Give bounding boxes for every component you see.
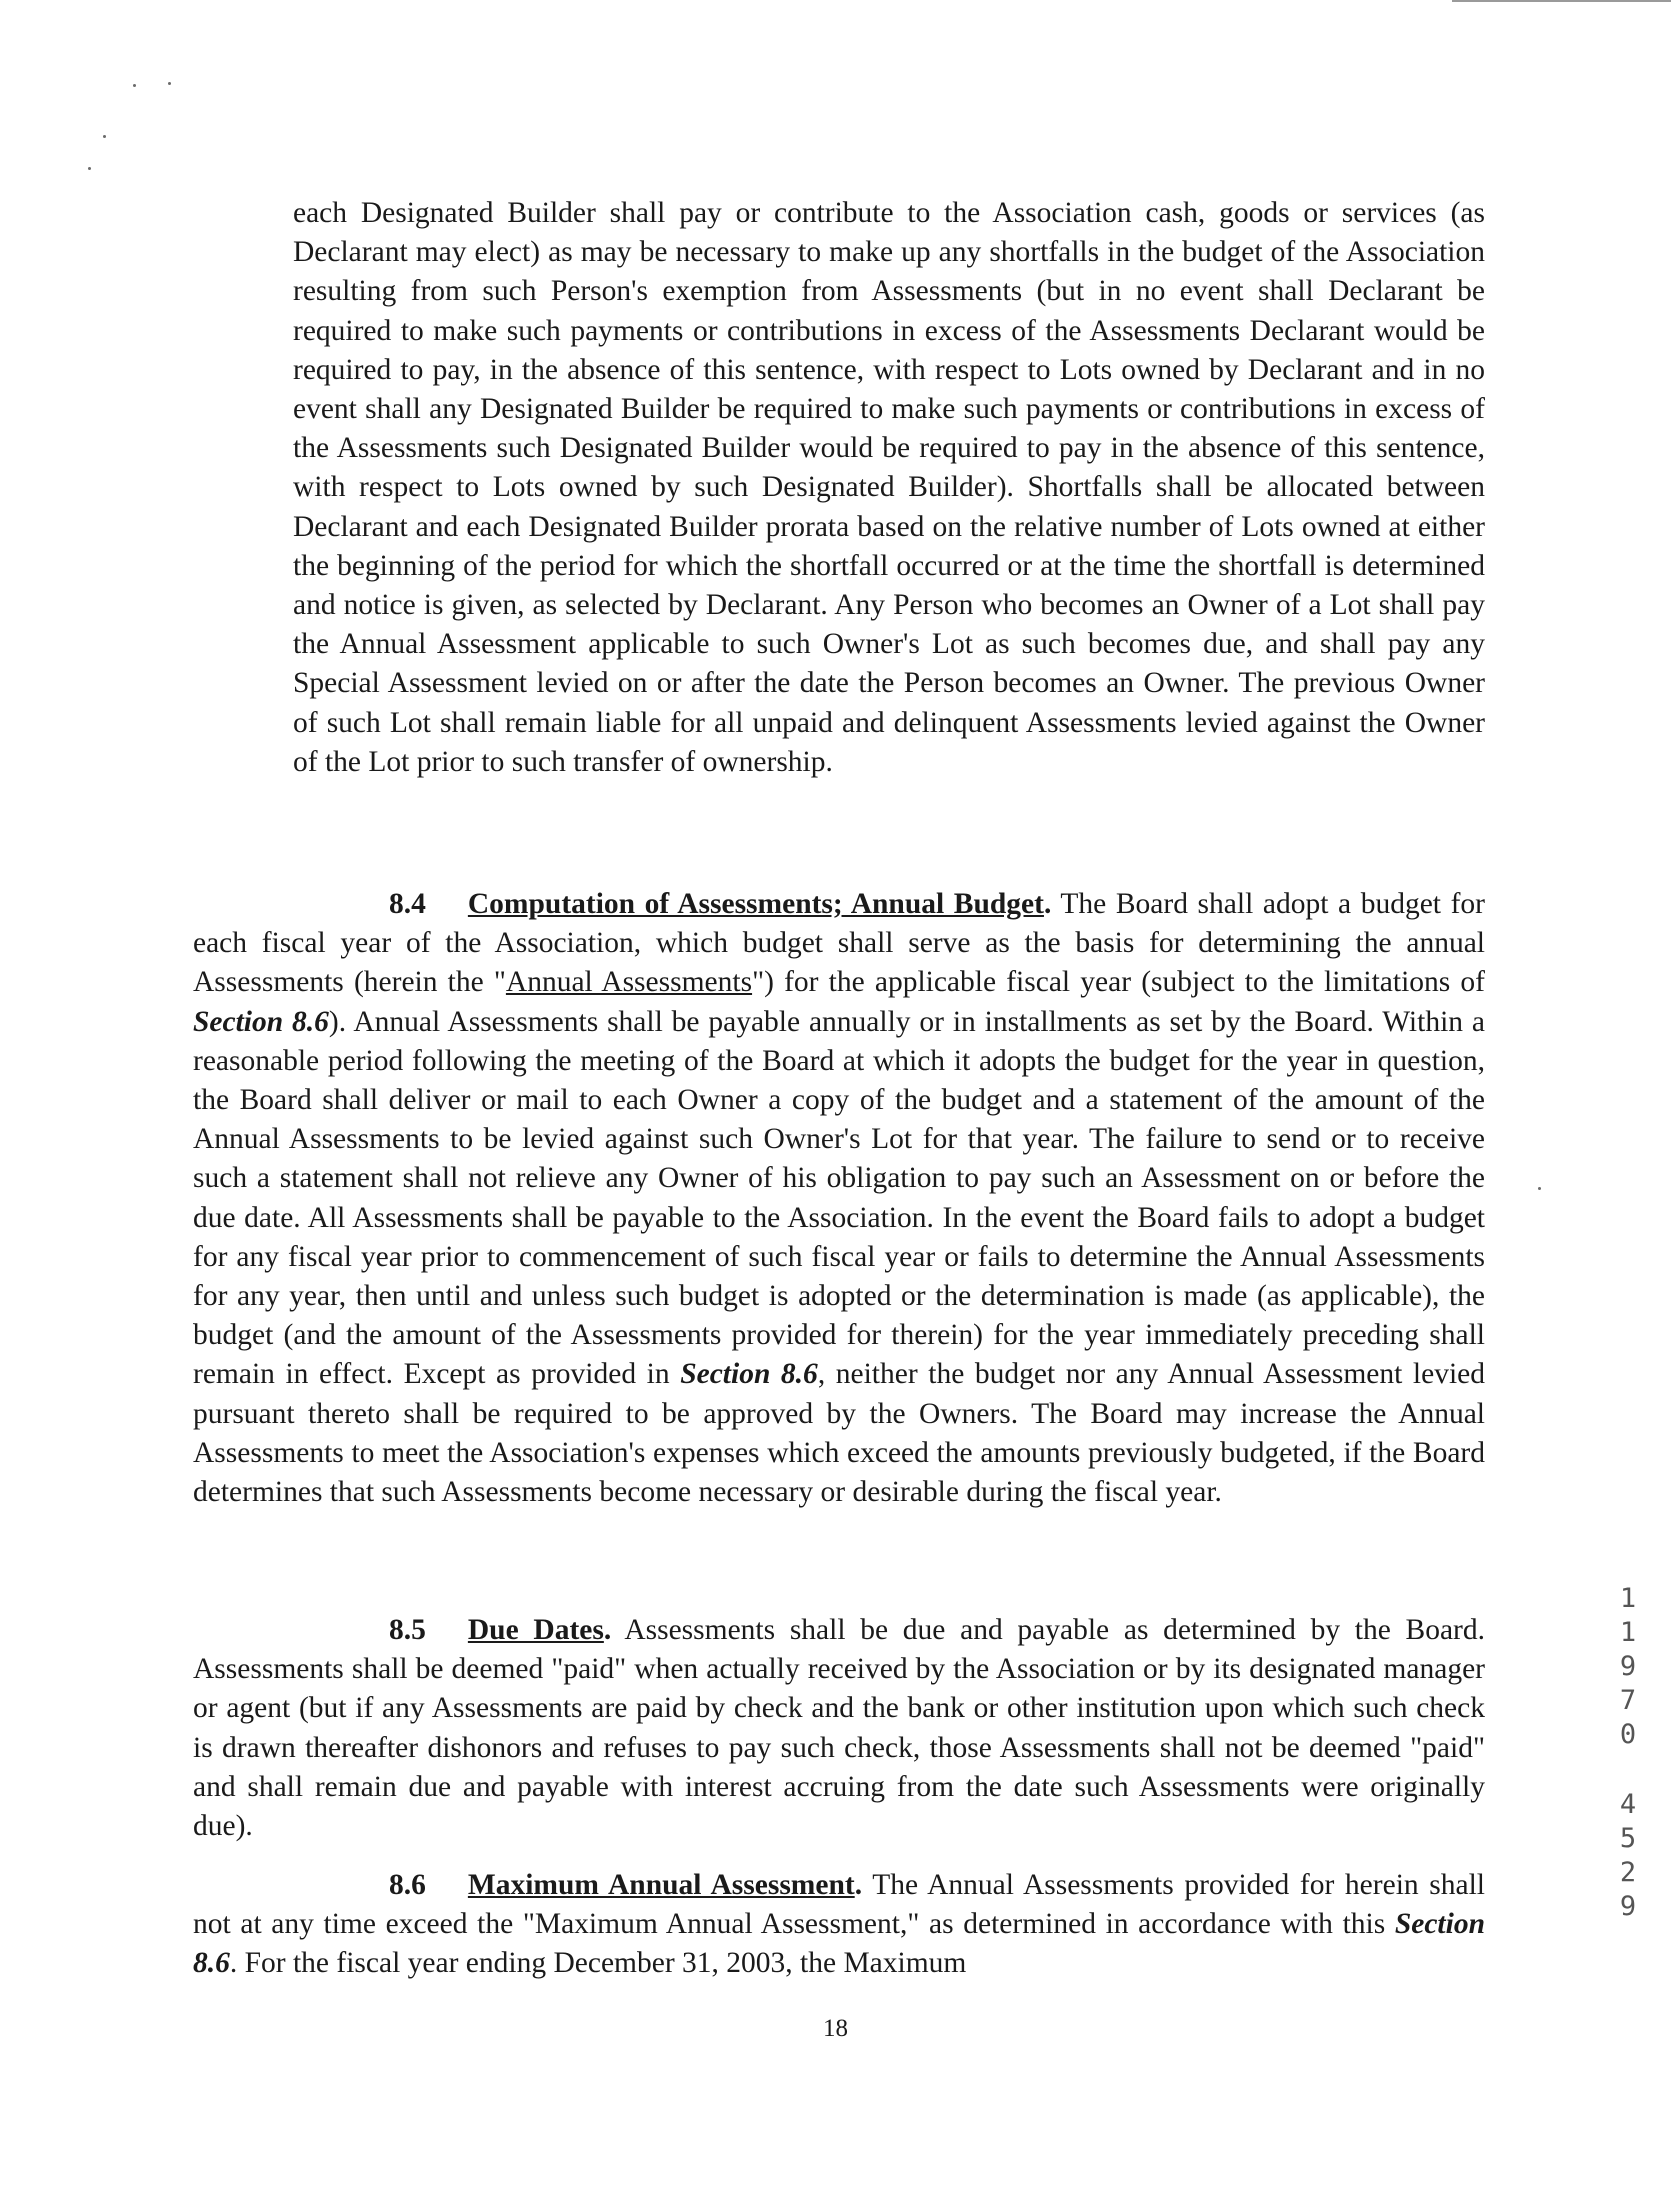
heading-period: .	[1043, 888, 1052, 920]
section-text: . For the fiscal year ending December 31, 2003, the Maximum	[229, 1947, 967, 1980]
heading-period: .	[854, 1869, 863, 1901]
section-number: 8.4	[389, 888, 426, 920]
section-8-5	[193, 1611, 1485, 1846]
section-reference: Section 8.6	[680, 1358, 818, 1391]
recording-digit: 5	[1619, 1823, 1637, 1854]
section-number: 8.6	[389, 1869, 426, 1901]
section-reference: Section 8.6	[193, 1908, 1485, 1980]
section-heading: Maximum Annual Assessment	[467, 1869, 855, 1901]
recording-digit: 9	[1619, 1891, 1637, 1922]
scan-speck	[1538, 1187, 1541, 1190]
paragraph-continuation: each Designated Builder shall pay or contribute to the Association cash, goods or services (as Declarant may elect) as may be necessary to make up any shortfalls in the budget of the Association resulting from such Person's exemption from Assessments (but in no event shall Declarant be required to make such payments or contributions in excess of the Assessments Declarant would be required to pay, in the absence of this sentence, with respect to Lots owned by Declarant and in no event shall any Designated Builder be required to make such payments or contributions in excess of the Assessments such Designated Builder would be required to pay in the absence of this sentence, with respect to Lots owned by such Designated Builder). Shortfalls shall be allocated between Declarant and each Designated Builder prorata based on the relative number of Lots owned at either the beginning of the period for which the shortfall occurred or at the time the shortfall is determined and notice is given, as selected by Declarant. Any Person who becomes an Owner of a Lot shall pay the Annual Assessment applicable to such Owner's Lot as such becomes due, and shall pay any Special Assessment levied on or after the date the Person becomes an Owner. The previous Owner of such Lot shall remain liable for all unpaid and delinquent Assessments levied against the Owner of the Lot prior to such transfer of ownership.	[293, 197, 1485, 778]
defined-term: Annual Assessments	[505, 966, 753, 999]
section-reference: Section 8.6	[193, 1005, 329, 1038]
section-8-6	[193, 1866, 1485, 1984]
recording-digit: 0	[1619, 1719, 1637, 1750]
section-text: The Board shall adopt a budget for each fiscal year of the Association, which budget shall serve as the basis for determining the annual Assessments (herein the "	[193, 888, 1486, 999]
scan-speck	[103, 135, 106, 138]
scan-speck	[88, 167, 91, 170]
recording-digit: 7	[1619, 1685, 1637, 1716]
scan-speck	[168, 82, 171, 85]
section-text: ") for the applicable fiscal year (subject to the limitations of	[752, 966, 1485, 999]
scan-speck	[133, 84, 136, 87]
section-8-4	[193, 885, 1485, 1512]
section-text: , neither the budget nor any Annual Assessment levied pursuant thereto shall be required to be approved by the Owners. The Board may increase the Annual Assessments to meet the Association's expenses which exceed the amounts previously budgeted, if the Board determines that such Assessments become necessary or desirable during the fiscal year.	[193, 1358, 1485, 1509]
heading-period: .	[603, 1614, 612, 1646]
recording-digit: 2	[1619, 1857, 1637, 1888]
recording-digit: 1	[1619, 1583, 1637, 1614]
page-number: 18	[823, 2015, 848, 2042]
recording-number-bottom	[1608, 1788, 1648, 1924]
section-text: ). Annual Assessments shall be payable annually or in installments as set by the Board. Within a reasonable period following the meeting of the Board at which it adopts the budget for the year in question, the Board shall deliver or mail to each Owner a copy of the budget and a statement of the amount of the Annual Assessments to be levied against such Owner's Lot for that year. The failure to send or to receive such a statement shall not relieve any Owner of his obligation to pay such an Assessment on or before the due date. All Assessments shall be payable to the Association. In the event the Board fails to adopt a budget for any fiscal year prior to commencement of such fiscal year or fails to determine the Annual Assessments for any year, then until and unless such budget is adopted or the determination is made (as applicable), the budget (and the amount of the Assessments provided for therein) for the year immediately preceding shall remain in effect. Except as provided in	[193, 1005, 1485, 1391]
recording-digit: 9	[1619, 1651, 1637, 1682]
section-heading: Due Dates	[467, 1614, 604, 1646]
recording-digit: 4	[1619, 1789, 1637, 1820]
section-text: Assessments shall be due and payable as determined by the Board. Assessments shall be deemed "paid" when actually received by the Association or by its designated manager or agent (but if any Assessments are paid by check and the bank or other institution upon which such check is drawn thereafter dishonors and refuses to pay such check, those Assessments shall not be deemed "paid" and shall remain due and payable with interest accruing from the date such Assessments were originally due).	[193, 1614, 1486, 1843]
section-number: 8.5	[389, 1614, 426, 1646]
section-text: The Annual Assessments provided for herein shall not at any time exceed the "Maximum Annual Assessment," as determined in accordance with this	[193, 1869, 1485, 1941]
section-heading: Computation of Assessments; Annual Budget	[467, 888, 1044, 920]
scan-edge-line	[1452, 0, 1671, 2]
recording-digit: 1	[1619, 1617, 1637, 1648]
recording-number-top	[1608, 1582, 1648, 1752]
